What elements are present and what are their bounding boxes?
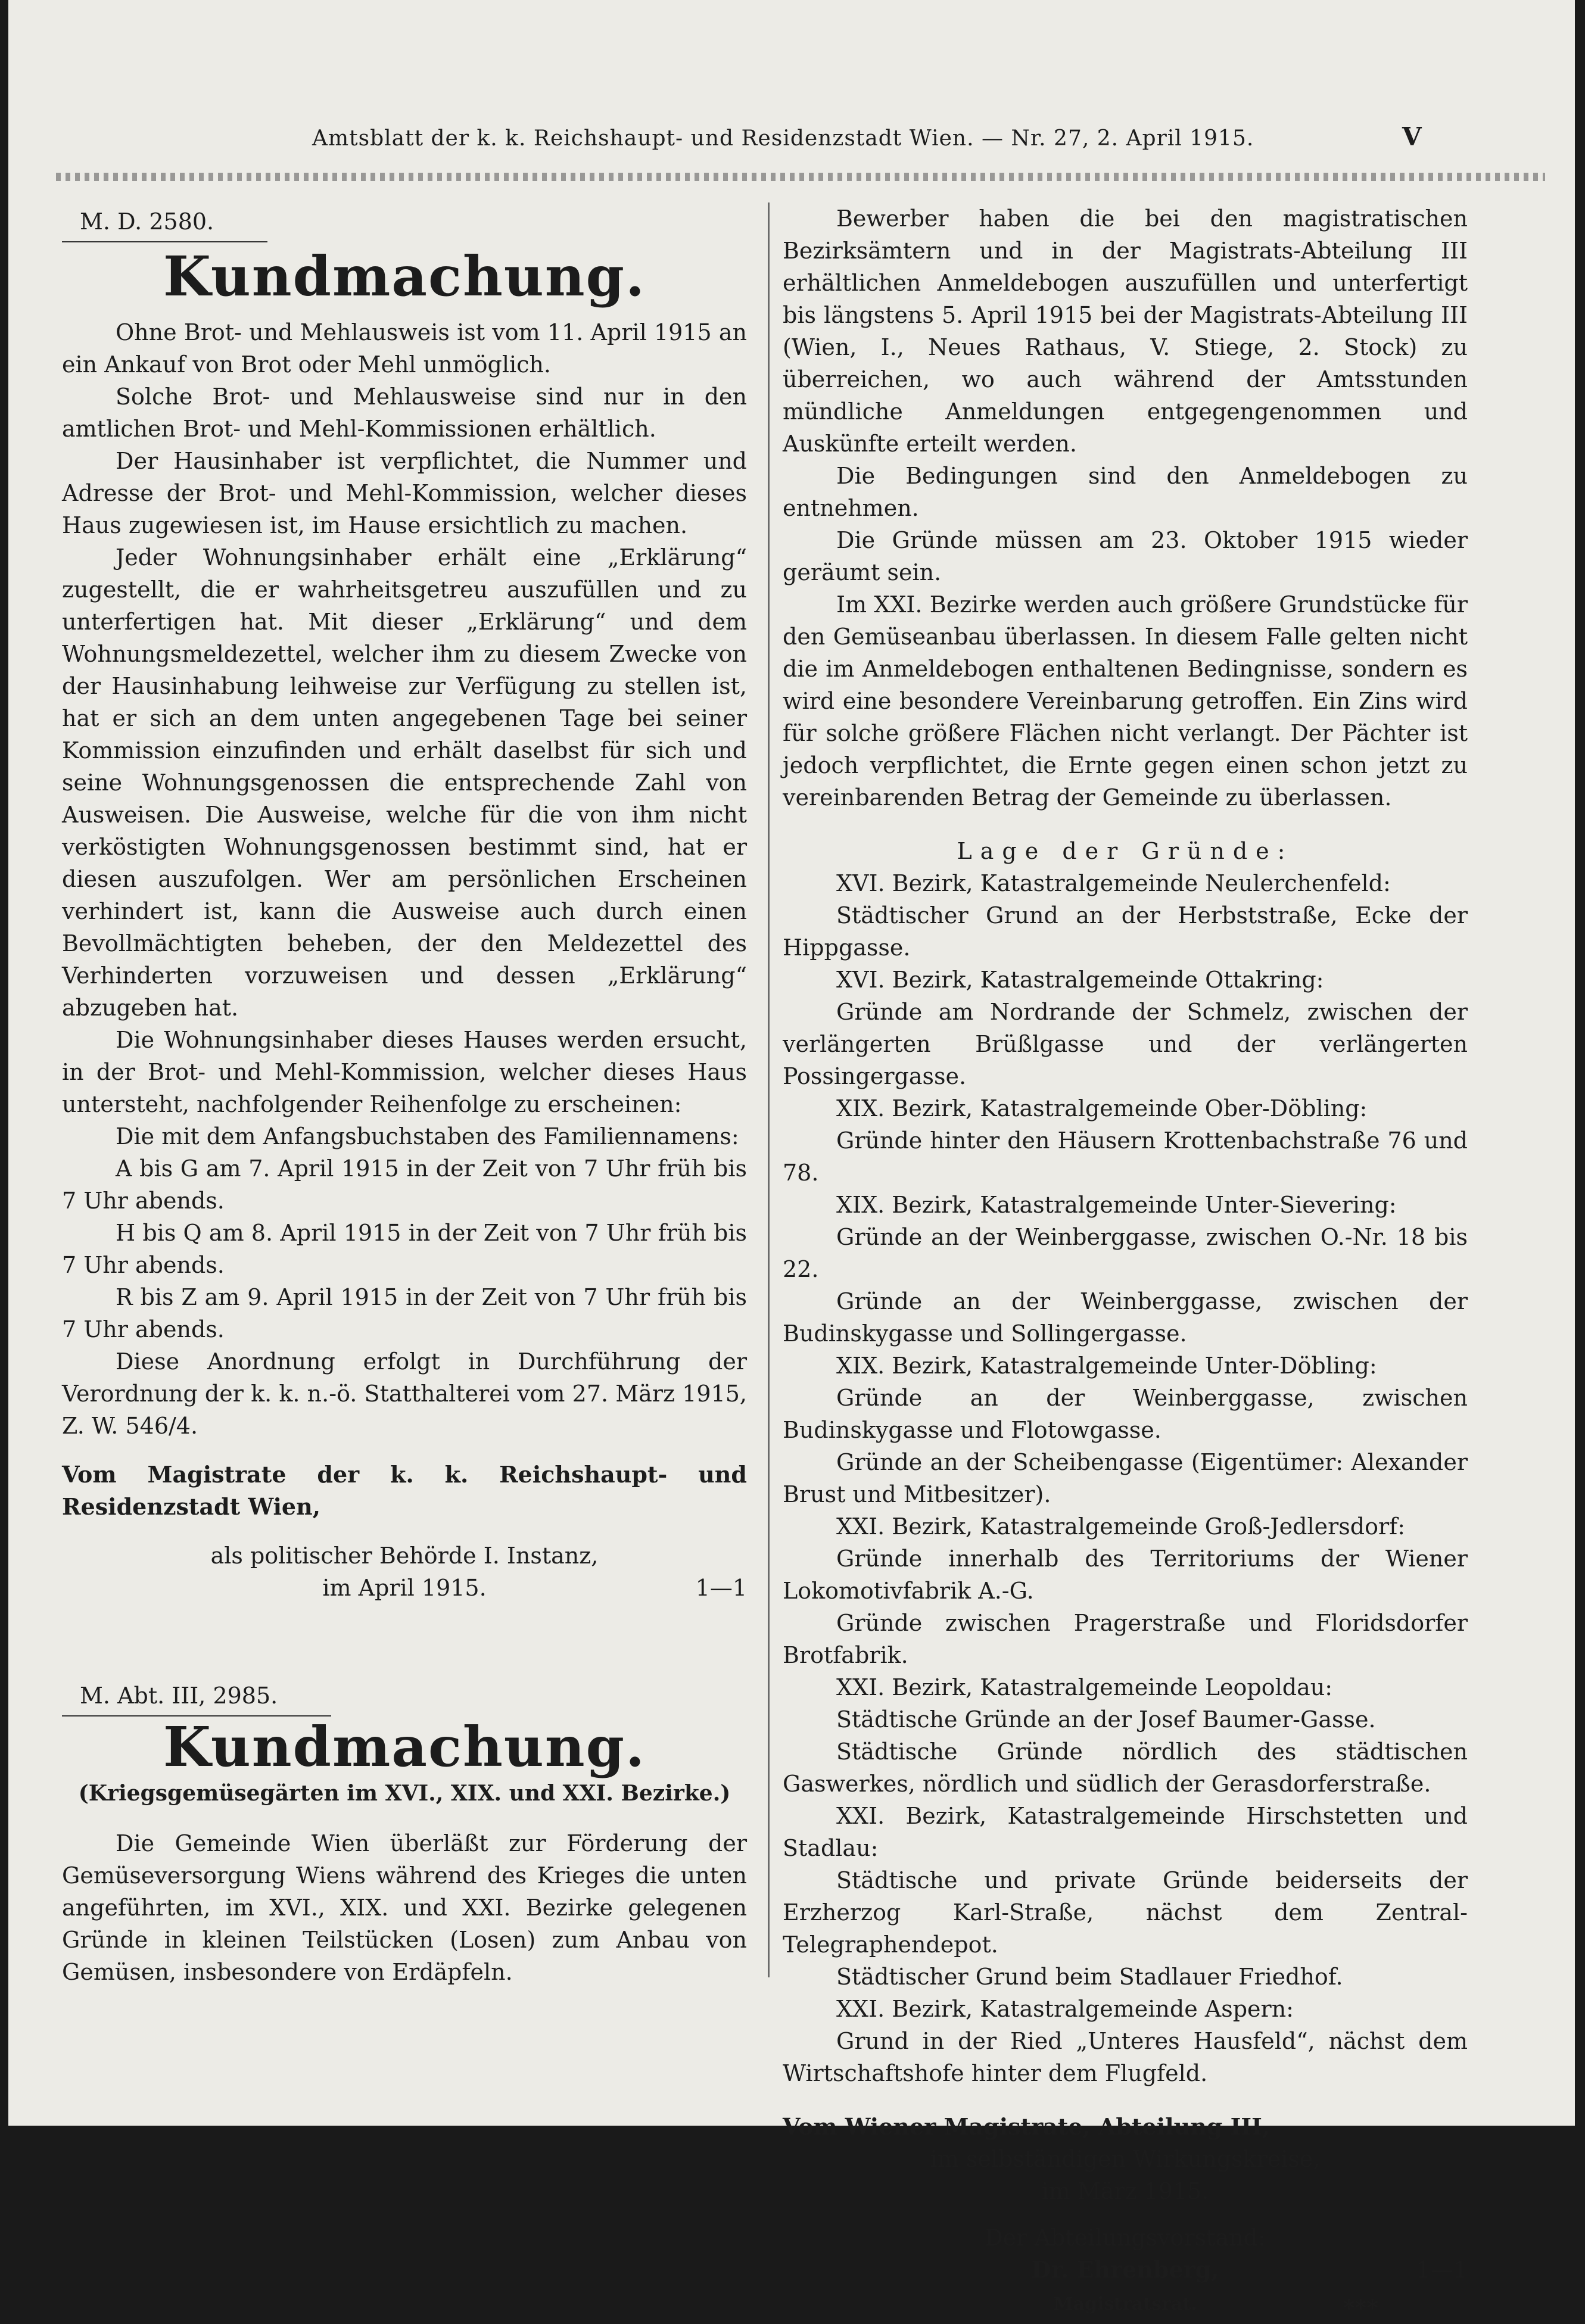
location-district: XVI. Bezirk, Katastralgemeinde Neulerchenfeld: bbox=[836, 870, 1391, 896]
notice1-paragraph: Der Hausinhaber ist verpflichtet, die Nummer und Adresse der Brot- und Mehl-Kommission, welcher dieses Haus zugewiesen ist, im Hause ersichtlich zu machen. bbox=[62, 448, 747, 538]
location-district: XIX. Bezirk, Katastralgemeinde Ober-Döbling: bbox=[836, 1095, 1368, 1121]
document-page bbox=[8, 0, 1575, 2321]
notice2-signature: Vom Wiener Magistrate, Abteilung III, bbox=[783, 2113, 1271, 2140]
end-mark: *** bbox=[1343, 2294, 1378, 2321]
locations-heading: Lage der Gründe: bbox=[957, 838, 1294, 864]
header-rule bbox=[56, 173, 1545, 181]
location-district: XXI. Bezirk, Katastralgemeinde Hirschstetten und Stadlau: bbox=[783, 1803, 1468, 1861]
notice2-code: 1—1 bbox=[1416, 2257, 1468, 2283]
location-item: Gründe am Nordrande der Schmelz, zwischen der verlängerten Brüßlgasse und der verlängerten Possingergasse. bbox=[783, 999, 1468, 1089]
notice1-paragraph: Die Wohnungsinhaber dieses Hauses werden ersucht, in der Brot- und Mehl-Kommission, welcher dieses Haus untersteht, nachfolgender Reihenfolge zu erscheinen: bbox=[62, 1027, 747, 1117]
notice2-date: im März 1915. bbox=[1041, 2178, 1209, 2204]
notice2-paragraph: Bewerber haben die bei den magistratischen Bezirksämtern und in der Magistrats-Abteilung III erhältlichen Anmeldebogen auszufüllen und unterfertigt bis längstens 5. April 1915 bei der Magistrats-Abteilung III (Wien, I., Neues Rathaus, V. Stiege, 2. Stock) zu überreichen, wo auch während der Amtsstunden mündliche Anmeldungen entgegengenommen und Auskünfte erteilt werden. bbox=[783, 205, 1468, 457]
location-district: XIX. Bezirk, Katastralgemeinde Unter-Sievering: bbox=[836, 1192, 1397, 1218]
notice1-schedule-item: H bis Q am 8. April 1915 in der Zeit von 7 Uhr früh bis 7 Uhr abends. bbox=[62, 1220, 747, 1278]
notice2-official-title: Der Abteilungsvorstand: bbox=[985, 2225, 1266, 2251]
notice1-paragraph: Diese Anordnung erfolgt in Durchführung der Verordnung der k. k. n.-ö. Statthalterei vom 27. März 1915, Z. W. 546/4. bbox=[62, 1348, 747, 1439]
notice1-paragraph: Solche Brot- und Mehlausweise sind nur in den amtlichen Brot- und Mehl-Kommissionen erhältlich. bbox=[62, 384, 747, 442]
notice2-paragraph: Die Gründe müssen am 23. Oktober 1915 wieder geräumt sein. bbox=[783, 527, 1468, 585]
location-district: XIX. Bezirk, Katastralgemeinde Unter-Döbling: bbox=[836, 1353, 1377, 1379]
location-item: Städtische und private Gründe beiderseits der Erzherzog Karl-Straße, nächst dem Zentral-Telegraphendepot. bbox=[783, 1867, 1468, 1958]
notice2-subtitle: (Kriegsgemüsegärten im XVI., XIX. und XXI. Bezirke.) bbox=[78, 1781, 731, 1806]
location-district: XXI. Bezirk, Katastralgemeinde Groß-Jedlersdorf: bbox=[836, 1513, 1405, 1540]
notice1-schedule-item: A bis G am 7. April 1915 in der Zeit von 7 Uhr früh bis 7 Uhr abends. bbox=[62, 1155, 747, 1214]
notice2-official-rank: Magistratsrat. bbox=[1053, 2294, 1197, 2314]
notice1-ref: M. D. 2580. bbox=[62, 205, 267, 242]
notice2-intro: Die Gemeinde Wien überläßt zur Förderung der Gemüseversorgung Wiens während des Krieges die unten angeführten, im XVI., XIX. und XXI. Bezirke gelegenen Gründe in kleinen Teilstücken (Losen) zum Anbau von Gemüsen, insbesondere von Erdäpfeln. bbox=[62, 1830, 747, 1985]
location-district: XXI. Bezirk, Katastralgemeinde Leopoldau: bbox=[836, 1674, 1332, 1700]
running-header: Amtsblatt der k. k. Reichshaupt- und Residenzstadt Wien. — Nr. 27, 2. April 1915. bbox=[312, 126, 1254, 151]
notice2-start bbox=[62, 1680, 747, 1988]
location-item: Gründe an der Scheibengasse (Eigentümer: Alexander Brust und Mitbesitzer). bbox=[783, 1449, 1468, 1507]
notice1-paragraph: Jeder Wohnungsinhaber erhält eine „Erklärung“ zugestellt, die er wahrheitsgetreu auszufüllen und zu unterfertigen hat. Mit dieser „Erklärung“ und dem Wohnungsmeldezettel, welcher ihm zu diesem Zwecke von der Hausinhabung leihweise zur Verfügung zu stellen ist, hat er sich an dem unten angegebenen Tage bei seiner Kommission einzufinden und erhält daselbst für sich und seine Wohnungsgenossen die entsprechende Zahl von Ausweisen. Die Ausweise, welche für die von ihm nicht verköstigten Wohnungsgenossen bestimmt sind, hat er diesen auszufolgen. Wer am persönlichen Erscheinen verhindert ist, kann die Ausweise auch durch einen Bevollmächtigten beheben, der den Meldezettel des Verhinderten vorzuweisen und dessen „Erklärung“ abzugeben hat. bbox=[62, 544, 747, 1021]
notice1-schedule-item: R bis Z am 9. April 1915 in der Zeit von 7 Uhr früh bis 7 Uhr abends. bbox=[62, 1284, 747, 1342]
location-item: Städtische Gründe nördlich des städtischen Gaswerkes, nördlich und südlich der Gerasdorferstraße. bbox=[783, 1739, 1468, 1797]
location-item: Städtischer Grund an der Herbststraße, Ecke der Hippgasse. bbox=[783, 902, 1468, 961]
notice1-signature: Vom Magistrate der k. k. Reichshaupt- und Residenzstadt Wien, bbox=[62, 1461, 747, 1520]
notice2-paragraph: Die Bedingungen sind den Anmeldebogen zu entnehmen. bbox=[783, 463, 1468, 521]
notice2-title: Kundmachung. bbox=[163, 1715, 646, 1779]
location-item: Gründe zwischen Pragerstraße und Floridsdorfer Brotfabrik. bbox=[783, 1610, 1468, 1668]
location-item: Gründe innerhalb des Territoriums der Wiener Lokomotivfabrik A.-G. bbox=[783, 1546, 1468, 1604]
location-item: Städtischer Grund beim Stadlauer Friedhof. bbox=[836, 1964, 1343, 1990]
location-district: XXI. Bezirk, Katastralgemeinde Aspern: bbox=[836, 1996, 1294, 2022]
notice1-authority: als politischer Behörde I. Instanz, bbox=[210, 1543, 599, 1569]
notice1-date-line bbox=[62, 1572, 747, 1604]
location-item: Grund in der Ried „Unteres Hausfeld“, nächst dem Wirtschaftshofe hinter dem Flugfeld. bbox=[783, 2028, 1468, 2086]
notice2-continued bbox=[783, 203, 1468, 2320]
location-item: Gründe an der Weinberggasse, zwischen O.-Nr. 18 bis 22. bbox=[783, 1224, 1468, 1282]
notice1-date: im April 1915. bbox=[322, 1575, 487, 1601]
notice1 bbox=[62, 205, 747, 1604]
notice1-code: 1—1 bbox=[695, 1575, 747, 1601]
notice2-authority: im selbständigen Wirkungskreise, bbox=[930, 2146, 1321, 2172]
location-district: XVI. Bezirk, Katastralgemeinde Ottakring: bbox=[836, 967, 1324, 993]
notice2-ref: M. Abt. III, 2985. bbox=[62, 1680, 331, 1716]
notice2-official-line bbox=[783, 2254, 1468, 2286]
location-item: Städtische Gründe an der Josef Baumer-Gasse. bbox=[836, 1706, 1376, 1733]
location-item: Gründe an der Weinberggasse, zwischen der Budinskygasse und Sollingergasse. bbox=[783, 1288, 1468, 1347]
notice2-paragraph: Im XXI. Bezirke werden auch größere Grundstücke für den Gemüseanbau überlassen. In diesem Falle gelten nicht die im Anmeldebogen enthaltenen Bedingnisse, sondern es wird eine besondere Vereinbarung getroffen. Ein Zins wird für solche größere Flächen nicht verlangt. Der Pächter ist jedoch verpflichtet, die Ernte gegen einen schon jetzt zu vereinbarenden Betrag der Gemeinde zu überlassen. bbox=[783, 591, 1468, 811]
location-item: Gründe hinter den Häusern Krottenbachstraße 76 und 78. bbox=[783, 1127, 1468, 1186]
notice2-official-name: Dr. Ehrenberg, bbox=[1031, 2256, 1219, 2283]
notice1-paragraph: Die mit dem Anfangsbuchstaben des Familiennamens: bbox=[116, 1123, 739, 1149]
notice1-title: Kundmachung. bbox=[163, 244, 646, 309]
notice1-paragraph: Ohne Brot- und Mehlausweis ist vom 11. April 1915 an ein Ankauf von Brot oder Mehl unmöglich. bbox=[62, 319, 747, 378]
page-number: V bbox=[1402, 122, 1422, 151]
column-divider bbox=[768, 203, 770, 1977]
scan-edge bbox=[0, 0, 8, 2126]
location-item: Gründe an der Weinberggasse, zwischen Budinskygasse und Flotowgasse. bbox=[783, 1385, 1468, 1443]
